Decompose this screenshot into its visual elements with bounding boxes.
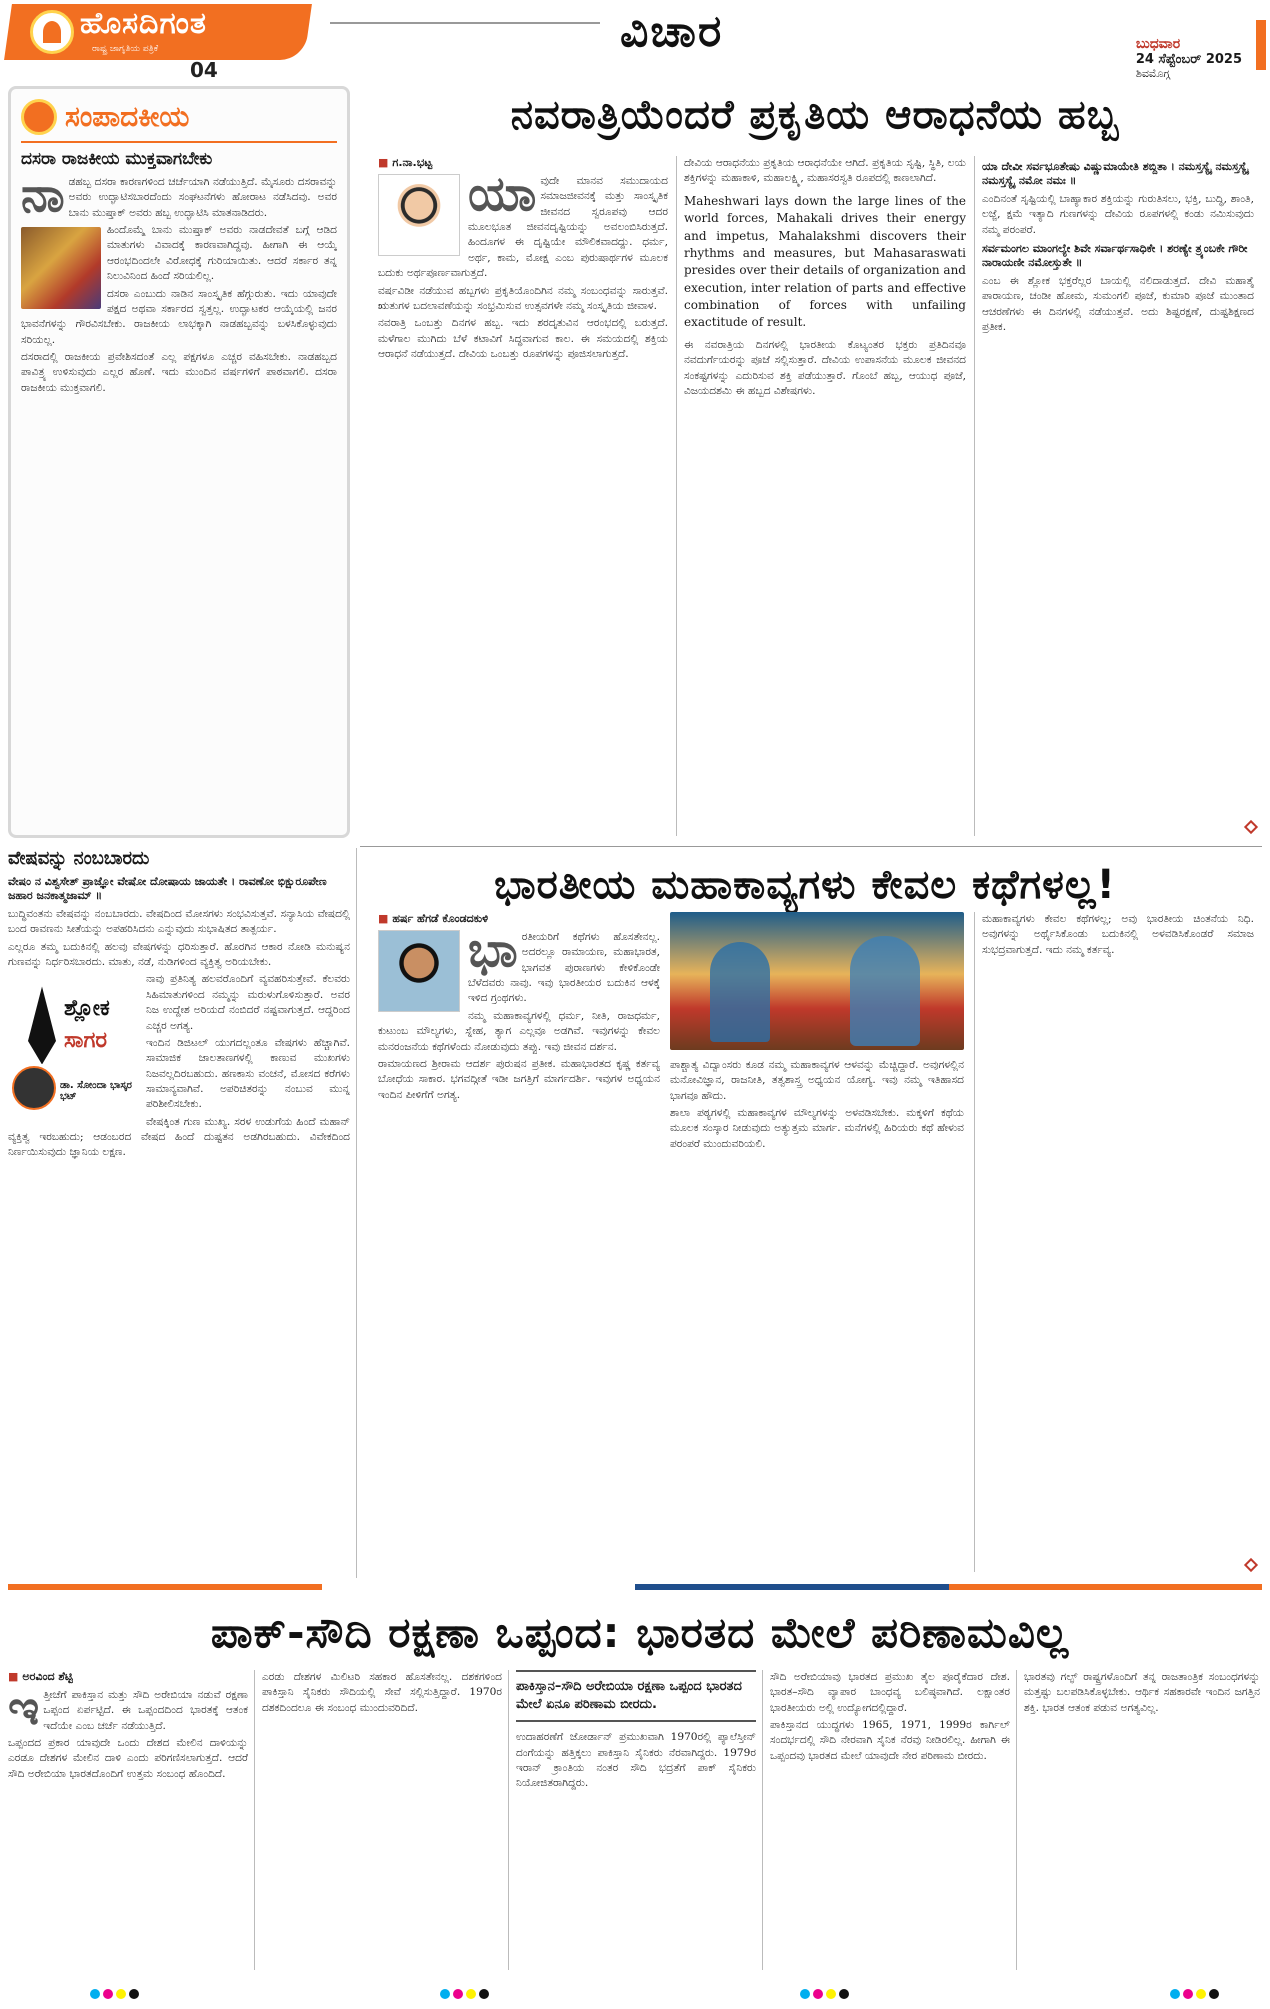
black-dot [129, 1989, 139, 1999]
columnist-name: ಡಾ. ಸೋಂದಾ ಭಾಸ್ಕರ ಭಟ್ [60, 1080, 132, 1103]
article1-quote: Maheshwari lays down the large lines of the world forces, Mahakali drives their energy and impetus, Mahalakshmi discovers their rhythms and measures, but Mahasaraswati presides over their details of organization and execution, inter relation of parts and effective combination of forces with unfailing exactitude of result. [684, 193, 966, 330]
article1-dropcap: ಯಾ [468, 166, 537, 222]
column-rule [676, 156, 677, 836]
article3-column-3 [516, 1670, 756, 1970]
cyan-dot [90, 1989, 100, 1999]
color-separator [8, 1584, 1262, 1590]
brand-name: ಹೊಸದಿಗಂತ [80, 6, 207, 41]
article-paragraph: ತ್ತೀಚೆಗೆ ಪಾಕಿಸ್ತಾನ ಮತ್ತು ಸೌದಿ ಅರೇಬಿಯಾ ನಡುವೆ ರಕ್ಷಣಾ ಒಪ್ಪಂದ ಏರ್ಪಟ್ಟಿದೆ. ಈ ಒಪ್ಪಂದದಿಂದ ಭಾರತಕ್ಕೆ ಆತಂಕ ಇದೆಯೇ ಎಂಬ ಚರ್ಚೆ ನಡೆಯುತ್ತಿದೆ. [43, 1689, 248, 1732]
page-number: 04 [190, 58, 218, 82]
article2-column-3 [982, 912, 1254, 1572]
editorial-paragraph: ದಸರಾದಲ್ಲಿ ರಾಜಕೀಯ ಪ್ರವೇಶಿಸದಂತೆ ಎಲ್ಲ ಪಕ್ಷಗಳೂ ಎಚ್ಚರ ವಹಿಸಬೇಕು. ನಾಡಹಬ್ಬದ ಪಾವಿತ್ರ್ಯ ಉಳಿಸುವುದು ಎಲ್ಲರ ಹೊಣೆ. ಇದು ಮುಂದಿನ ವರ್ಷಗಳಿಗೆ ಪಾಠವಾಗಲಿ. ದಸರಾ ರಾಜಕೀಯ ಮುಕ್ತವಾಗಲಿ. [21, 350, 337, 394]
article-paragraph: ಪಾಕಿಸ್ತಾನದ ಯುದ್ಧಗಳು 1965, 1971, 1999ರ ಕಾರ್ಗಿಲ್ ಸಂದರ್ಭದಲ್ಲಿ ಸೌದಿ ನೇರವಾಗಿ ಸೈನಿಕ ನೆರವು ನೀಡಿರಲಿಲ್ಲ. ಹೀಗಾಗಿ ಈ ಒಪ್ಪಂದವು ಭಾರತದ ಮೇಲೆ ಯಾವುದೇ ನೇರ ಪರಿಣಾಮ ಬೀರದು. [770, 1719, 1010, 1762]
section-title: ವಿಚಾರ [620, 6, 724, 57]
yellow-dot [826, 1989, 836, 1999]
article2-byline [378, 912, 660, 926]
shloka-sagara-column [8, 848, 350, 1578]
article-paragraph: ಎಂಬ ಈ ಶ್ಲೋಕ ಭಕ್ತರೆಲ್ಲರ ಬಾಯಲ್ಲಿ ನಲಿದಾಡುತ್ತದೆ. ದೇವಿ ಮಹಾತ್ಮೆ ಪಾರಾಯಣ, ಚಂಡೀ ಹೋಮ, ಸುಮಂಗಲಿ ಪೂಜೆ, ಕುಮಾರಿ ಪೂಜೆ ಮುಂತಾದ ಆಚರಣೆಗಳು ಈ ದಿನಗಳಲ್ಲಿ ನಡೆಯುತ್ತವೆ. ಅದು ಶಿಷ್ಟರಕ್ಷಣೆ, ದುಷ್ಟಶಿಕ್ಷಣದ ಪ್ರತೀಕ. [982, 275, 1254, 334]
column-rule [356, 848, 357, 1578]
separator-blue [635, 1584, 949, 1590]
column-paragraph: ವೇಷಕ್ಕಿಂತ ಗುಣ ಮುಖ್ಯ. ಸರಳ ಉಡುಗೆಯ ಹಿಂದೆ ಮಹಾನ್ ವ್ಯಕ್ತಿತ್ವ ಇರಬಹುದು; ಆಡಂಬರದ ವೇಷದ ಹಿಂದೆ ದುಷ್ಟತನ ಅಡಗಿರಬಹುದು. ವಿವೇಕದಿಂದ ನಿರ್ಣಯಿಸುವುದು ಜ್ಞಾನಿಯ ಲಕ್ಷಣ. [8, 1115, 350, 1159]
cyan-dot [440, 1989, 450, 1999]
editorial-dropcap: ನಾ [21, 167, 65, 223]
article-paragraph: ವರ್ಷವಿಡೀ ನಡೆಯುವ ಹಬ್ಬಗಳು ಪ್ರಕೃತಿಯೊಂದಿಗಿನ ನಮ್ಮ ಸಂಬಂಧವನ್ನು ಸಾರುತ್ತವೆ. ಋತುಗಳ ಬದಲಾವಣೆಯನ್ನು ಸಂಭ್ರಮಿಸುವ ಉತ್ಸವಗಳೇ ನಮ್ಮ ಸಂಸ್ಕೃತಿಯ ಜೀವಾಳ. [378, 284, 668, 312]
pen-nib-icon [28, 986, 56, 1064]
article-paragraph: ಮಹಾಕಾವ್ಯಗಳು ಕೇವಲ ಕಥೆಗಳಲ್ಲ; ಅವು ಭಾರತೀಯ ಚಿಂತನೆಯ ನಿಧಿ. ಅವುಗಳನ್ನು ಅರ್ಥೈಸಿಕೊಂಡು ಬದುಕಿನಲ್ಲಿ ಅಳವಡಿಸಿಕೊಂಡರೆ ಸಮಾಜ ಸುಭದ್ರವಾಗುತ್ತದೆ. ಇದು ನಮ್ಮ ಕರ್ತವ್ಯ. [982, 913, 1254, 956]
black-dot [839, 1989, 849, 1999]
columnist-photo [12, 1066, 56, 1110]
magenta-dot [1183, 1989, 1193, 1999]
shloka-sagara-logo [8, 976, 138, 1116]
article1-shloka: ಸರ್ವಮಂಗಲ ಮಾಂಗಲ್ಯೇ ಶಿವೇ ಸರ್ವಾರ್ಥಸಾಧಿಕೇ । ಶರಣ್ಯೇ ತ್ರ್ಯಂಬಕೇ ಗೌರೀ ನಾರಾಯಣೀ ನಮೋಸ್ತುತೇ ॥ [982, 242, 1248, 270]
editorial-box [8, 86, 350, 838]
separator-gap [322, 1584, 636, 1590]
article3-dropcap: ಇ [8, 1680, 40, 1736]
byline-marker-icon: ■ [378, 912, 389, 925]
article-paragraph: ಶಾಲಾ ಪಠ್ಯಗಳಲ್ಲಿ ಮಹಾಕಾವ್ಯಗಳ ಮೌಲ್ಯಗಳನ್ನು ಅಳವಡಿಸಬೇಕು. ಮಕ್ಕಳಿಗೆ ಕಥೆಯ ಮೂಲಕ ಸಂಸ್ಕಾರ ನೀಡುವುದು ಅತ್ಯುತ್ತಮ ಮಾರ್ಗ. ಮನೆಗಳಲ್ಲಿ ಹಿರಿಯರು ಕಥೆ ಹೇಳುವ ಪರಂಪರೆ ಮುಂದುವರಿಯಲಿ. [670, 1107, 964, 1150]
article1-column-2 [684, 156, 966, 836]
article3-column-1 [8, 1670, 248, 1970]
article-paragraph: ನವರಾತ್ರಿ ಒಂಬತ್ತು ದಿನಗಳ ಹಬ್ಬ. ಇದು ಶರದೃತುವಿನ ಆರಂಭದಲ್ಲಿ ಬರುತ್ತದೆ. ಮಳೆಗಾಲ ಮುಗಿದು ಬೆಳೆ ಕಟಾವಿಗೆ ಸಿದ್ಧವಾಗುವ ಕಾಲ. ಈ ಸಮಯದಲ್ಲಿ ಶಕ್ತಿಯ ಆರಾಧನೆ ನಡೆಯುತ್ತದೆ. ದೇವಿಯ ಒಂಬತ್ತು ರೂಪಗಳನ್ನು ಪೂಜಿಸಲಾಗುತ್ತದೆ. [378, 317, 668, 360]
editorial-paragraph: ದಸರಾ ಎಂಬುದು ನಾಡಿನ ಸಾಂಸ್ಕೃತಿಕ ಹೆಗ್ಗುರುತು. ಇದು ಯಾವುದೇ ಪಕ್ಷದ ಅಥವಾ ಸರ್ಕಾರದ ಸ್ವತ್ತಲ್ಲ. ಉದ್ಘಾಟಕರ ಆಯ್ಕೆಯಲ್ಲಿ ಜನರ ಭಾವನೆಗಳನ್ನು ಗೌರವಿಸಬೇಕು. ರಾಜಕೀಯ ಲಾಭಕ್ಕಾಗಿ ನಾಡಹಬ್ಬವನ್ನು ಬಳಸಿಕೊಳ್ಳುವುದು ಸರಿಯಲ್ಲ. [21, 287, 337, 346]
article3-column-2 [262, 1670, 502, 1970]
section-divider [360, 846, 1262, 847]
column-paragraph: ಬುದ್ಧಿವಂತನು ವೇಷವನ್ನು ನಂಬಬಾರದು. ವೇಷದಿಂದ ಮೋಸಗಳು ಸಂಭವಿಸುತ್ತವೆ. ಸನ್ಯಾಸಿಯ ವೇಷದಲ್ಲಿ ಬಂದ ರಾವಣನು ಸೀತೆಯನ್ನು ಅಪಹರಿಸಿದನು ಎನ್ನುವುದು ಸುಭಾಷಿತದ ತಾತ್ಪರ್ಯ. [8, 908, 350, 936]
article3-author: ಅರವಿಂದ ಶೆಟ್ಟಿ [22, 1670, 73, 1683]
dateline [1136, 36, 1242, 81]
shloka-text: ವೇಷಂ ನ ವಿಶ್ವಸೇತ್ ಪ್ರಾಜ್ಞೋ ವೇಷೋ ದೋಷಾಯ ಜಾಯತೇ । ರಾವಣೋ ಭಿಕ್ಷುರೂಪೇಣ ಜಹಾರ ಜನಕಾತ್ಮಜಾಮ್ ॥ [8, 875, 327, 902]
masthead-rule [330, 22, 600, 24]
article-paragraph: ಎಂದಿನಂತೆ ಸೃಷ್ಟಿಯಲ್ಲಿ ಬಾಹ್ಯಾಕಾರ ಶಕ್ತಿಯನ್ನು ಗುರುತಿಸಲು, ಭಕ್ತಿ, ಬುದ್ಧಿ, ಶಾಂತಿ, ಲಜ್ಜೆ, ಕ್ಷಮೆ ಇತ್ಯಾದಿ ಗುಣಗಳನ್ನು ದೇವಿಯ ರೂಪಗಳಲ್ಲಿ ಕಂಡು ನಮಿಸುವುದು ನಮ್ಮ ಪರಂಪರೆ. [982, 193, 1254, 236]
article1-column-1 [378, 156, 668, 836]
magenta-dot [103, 1989, 113, 1999]
magenta-dot [453, 1989, 463, 1999]
column-paragraph: ಎಲ್ಲರೂ ತಮ್ಮ ಬದುಕಿನಲ್ಲಿ ಹಲವು ವೇಷಗಳನ್ನು ಧರಿಸುತ್ತಾರೆ. ಹೊರಗಿನ ಆಕಾರ ನೋಡಿ ಮನುಷ್ಯನ ಗುಣವನ್ನು ನಿರ್ಧರಿಸಬಾರದು. ಮಾತು, ನಡೆ, ನುಡಿಗಳಿಂದ ವ್ಯಕ್ತಿತ್ವ ಅರಿಯಬೇಕು. [8, 940, 350, 969]
column-paragraph: ಇಂದಿನ ಡಿಜಿಟಲ್ ಯುಗದಲ್ಲಂತೂ ವೇಷಗಳು ಹೆಚ್ಚಾಗಿವೆ. ಸಾಮಾಜಿಕ ಜಾಲತಾಣಗಳಲ್ಲಿ ಕಾಣುವ ಮುಖಗಳು ನಿಜವಲ್ಲದಿರಬಹುದು. ಹಣಕಾಸು ವಂಚನೆ, ಮೋಸದ ಕರೆಗಳು ಸಾಮಾನ್ಯವಾಗಿವೆ. ಅಪರಿಚಿತರನ್ನು ನಂಬುವ ಮುನ್ನ ಪರಿಶೀಲಿಸಬೇಕು. [146, 1036, 350, 1111]
column-paragraph: ನಾವು ಪ್ರತಿನಿತ್ಯ ಹಲವರೊಂದಿಗೆ ವ್ಯವಹರಿಸುತ್ತೇವೆ. ಕೆಲವರು ಸಿಹಿಮಾತುಗಳಿಂದ ನಮ್ಮನ್ನು ಮರುಳುಗೊಳಿಸುತ್ತಾರೆ. ಅವರ ನಿಜ ಉದ್ದೇಶ ಅರಿಯದೆ ನಂಬಿದರೆ ನಷ್ಟವಾಗುತ್ತದೆ. ಆದ್ದರಿಂದ ಎಚ್ಚರ ಅಗತ್ಯ. [146, 973, 350, 1032]
shloka-column-title: ವೇಷವನ್ನು ನಂಬಬಾರದು [8, 848, 150, 869]
column-rule [1016, 1670, 1017, 1970]
byline-marker-icon: ■ [378, 156, 389, 169]
article3-headline: ಪಾಕ್-ಸೌದಿ ರಕ್ಷಣಾ ಒಪ್ಪಂದ: ಭಾರತದ ಮೇಲೆ ಪರಿಣಾಮವಿಲ್ಲ [210, 1608, 1070, 1657]
column-rule [974, 912, 975, 1572]
editorial-logo-icon [21, 99, 57, 135]
dasara-procession-photo [21, 227, 101, 309]
article1-author: ಗ.ನಾ.ಭಟ್ಟ [392, 156, 433, 169]
article-paragraph: ವುದೇ ಮಾನವ ಸಮುದಾಯದ ಸಮಾಜಜೀವನಕ್ಕೆ ಮತ್ತು ಸಾಂಸ್ಕೃತಿಕ ಜೀವನದ ಸ್ವರೂಪವು ಆದರ ಮೂಲಭೂತ ಜೀವನದೃಷ್ಟಿಯನ್ನು ಅವಲಂಬಿಸಿರುತ್ತದೆ. ಹಿಂದೂಗಳ ಈ ದೃಷ್ಟಿಯೇ ಮೌಲಿಕವಾದದ್ದು. ಧರ್ಮ, ಅರ್ಥ, ಕಾಮ, ಮೋಕ್ಷ ಎಂಬ ಪುರುಷಾರ್ಥಗಳ ಮೂಲಕ ಬದುಕು ಅರ್ಥಪೂರ್ಣವಾಗುತ್ತದೆ. [378, 175, 668, 280]
article2-author-photo [378, 930, 460, 1012]
separator-orange [949, 1584, 1263, 1590]
article3-column-5 [1024, 1670, 1260, 1970]
registration-marks [800, 1989, 849, 1999]
article1-column-3 [982, 156, 1254, 836]
article-paragraph: ಪಾಶ್ಚಾತ್ಯ ವಿದ್ವಾಂಸರು ಕೂಡ ನಮ್ಮ ಮಹಾಕಾವ್ಯಗಳ ಆಳವನ್ನು ಮೆಚ್ಚಿದ್ದಾರೆ. ಅವುಗಳಲ್ಲಿನ ಮನೋವಿಜ್ಞಾನ, ರಾಜನೀತಿ, ತತ್ವಶಾಸ್ತ್ರ ಅಧ್ಯಯನ ಯೋಗ್ಯ. ಇವು ನಮ್ಮ ಇತಿಹಾಸದ ಭಾಗವೂ ಹೌದು. [670, 1059, 964, 1102]
byline-marker-icon: ■ [8, 1670, 19, 1683]
yellow-dot [116, 1989, 126, 1999]
editorial-label: ಸಂಪಾದಕೀಯ [65, 100, 190, 133]
editorial-paragraph: ಡಹಬ್ಬ ದಸರಾ ಕಾರಣಗಳಿಂದ ಚರ್ಚೆಯಾಗಿ ನಡೆಯುತ್ತಿದೆ. ಮೈಸೂರು ದಸರಾವನ್ನು ಅವರು ಉದ್ಘಾಟಿಸಬಾರದೆಂದು ಸಂಘಟನೆಗಳು ಹೋರಾಟ ನಡೆಸಿದವು. ಅವರ ಬಾನು ಮುಷ್ತಾಕ್ ಅವರು ಹಬ್ಬ ಉದ್ಘಾಟಿಸಿ ಮಾತನಾಡಿದರು. [68, 176, 337, 219]
editorial-header [21, 99, 337, 143]
edition-city: ಶಿವಮೊಗ್ಗ [1135, 67, 1171, 80]
article2-headline: ಭಾರತೀಯ ಮಹಾಕಾವ್ಯಗಳು ಕೇವಲ ಕಥೆಗಳಲ್ಲ! [494, 862, 1116, 908]
column-rule [254, 1670, 255, 1970]
article1-headline: ನವರಾತ್ರಿಯೆಂದರೆ ಪ್ರಕೃತಿಯ ಆರಾಧನೆಯ ಹಬ್ಬ [510, 92, 1120, 138]
registration-marks [90, 1989, 139, 1999]
black-dot [479, 1989, 489, 1999]
rama-krishna-artwork [670, 912, 964, 1050]
column-rule [508, 1670, 509, 1970]
article1-shloka: ಯಾ ದೇವೀ ಸರ್ವಭೂತೇಷು ವಿಷ್ಣುಮಾಯೇತಿ ಶಬ್ದಿತಾ । ನಮಸ್ತಸ್ಯೈ ನಮಸ್ತಸ್ಯೈ ನಮಸ್ತಸ್ಯೈ ನಮೋ ನಮಃ ॥ [982, 160, 1249, 187]
cyan-dot [800, 1989, 810, 1999]
column-rule [762, 1670, 763, 1970]
yellow-dot [466, 1989, 476, 1999]
article1-author-photo [378, 174, 460, 256]
masthead [0, 0, 1270, 82]
brand-logo-icon [30, 10, 74, 54]
article-paragraph: ಎರಡು ದೇಶಗಳ ಮಿಲಿಟರಿ ಸಹಕಾರ ಹೊಸತೇನಲ್ಲ. ದಶಕಗಳಿಂದ ಪಾಕಿಸ್ತಾನಿ ಸೈನಿಕರು ಸೌದಿಯಲ್ಲಿ ಸೇವೆ ಸಲ್ಲಿಸುತ್ತಿದ್ದಾರೆ. 1970ರ ದಶಕದಿಂದಲೂ ಈ ಸಂಬಂಧ ಮುಂದುವರಿದಿದೆ. [262, 1671, 502, 1714]
article-paragraph: ಈ ನವರಾತ್ರಿಯ ದಿನಗಳಲ್ಲಿ ಭಾರತೀಯ ಕೊಟ್ಯಂತರ ಭಕ್ತರು ಪ್ರತಿದಿನವೂ ನವದುರ್ಗೆಯರನ್ನು ಪೂಜೆ ಸಲ್ಲಿಸುತ್ತಾರೆ. ದೇವಿಯ ಉಪಾಸನೆಯ ಮೂಲಕ ಜೀವನದ ಸಂಕಷ್ಟಗಳನ್ನು ಎದುರಿಸುವ ಶಕ್ತಿ ಪಡೆಯುತ್ತಾರೆ. ಗೊಂಬೆ ಹಬ್ಬ, ಆಯುಧ ಪೂಜೆ, ವಿಜಯದಶಮಿ ಈ ಹಬ್ಬದ ವಿಶೇಷಗಳು. [684, 338, 966, 397]
article-paragraph: ರಾಮಾಯಣದ ಶ್ರೀರಾಮ ಆದರ್ಶ ಪುರುಷನ ಪ್ರತೀಕ. ಮಹಾಭಾರತದ ಕೃಷ್ಣ ಕರ್ತವ್ಯ ಬೋಧೆಯ ಸಾಕಾರ. ಭಗವದ್ಗೀತೆ ಇಡೀ ಜಗತ್ತಿಗೆ ಮಾರ್ಗದರ್ಶಿ. ಇವುಗಳ ಅಧ್ಯಯನ ಇಂದಿನ ಪೀಳಿಗೆಗೆ ಅಗತ್ಯ. [378, 1057, 660, 1101]
article-paragraph: ಸೌದಿ ಅರೇಬಿಯಾವು ಭಾರತದ ಪ್ರಮುಖ ತೈಲ ಪೂರೈಕೆದಾರ ದೇಶ. ಭಾರತ–ಸೌದಿ ವ್ಯಾಪಾರ ಬಾಂಧವ್ಯ ಬಲಿಷ್ಠವಾಗಿದೆ. ಲಕ್ಷಾಂತರ ಭಾರತೀಯರು ಅಲ್ಲಿ ಉದ್ಯೋಗದಲ್ಲಿದ್ದಾರೆ. [770, 1671, 1010, 1714]
yellow-dot [1196, 1989, 1206, 1999]
date-day: ಬುಧವಾರ [1135, 36, 1181, 52]
article-paragraph: ಒಪ್ಪಂದದ ಪ್ರಕಾರ ಯಾವುದೇ ಒಂದು ದೇಶದ ಮೇಲಿನ ದಾಳಿಯನ್ನು ಎರಡೂ ದೇಶಗಳ ಮೇಲಿನ ದಾಳಿ ಎಂದು ಪರಿಗಣಿಸಲಾಗುತ್ತದೆ. ಆದರೆ ಸೌದಿ ಅರೇಬಿಯಾ ಭಾರತದೊಂದಿಗೆ ಉತ್ತಮ ಸಂಬಂಧ ಹೊಂದಿದೆ. [8, 1737, 248, 1780]
column-name-part2: ಸಾಗರ [64, 1028, 107, 1054]
editorial-paragraph: ಹಿಂದೊಮ್ಮೆ ಬಾನು ಮುಷ್ತಾಕ್ ಅವರು ನಾಡದೇವತೆ ಬಗ್ಗೆ ಆಡಿದ ಮಾತುಗಳು ವಿವಾದಕ್ಕೆ ಕಾರಣವಾಗಿದ್ದವು. ಹೀಗಾಗಿ ಈ ಆಯ್ಕೆ ಆರಂಭದಿಂದಲೇ ವಿರೋಧಕ್ಕೆ ಗುರಿಯಾಯಿತು. ಆದರೆ ಸರ್ಕಾರ ತನ್ನ ನಿಲುವಿನಿಂದ ಹಿಂದೆ ಸರಿಯಲಿಲ್ಲ. [107, 224, 337, 283]
separator-orange [8, 1584, 322, 1590]
article-paragraph: ಉದಾಹರಣೆಗೆ ಜೋರ್ಡಾನ್ ಪ್ರಮುಖವಾಗಿ 1970ರಲ್ಲಿ ಪ್ಯಾಲೆಸ್ತೀನ್ ದಂಗೆಯನ್ನು ಹತ್ತಿಕ್ಕಲು ಪಾಕಿಸ್ತಾನಿ ಸೈನಿಕರು ನೆರವಾಗಿದ್ದರು. 1979ರ ಇರಾನ್ ಕ್ರಾಂತಿಯ ನಂತರ ಸೌದಿ ಭದ್ರತೆಗೆ ಪಾಕ್ ಸೈನಿಕರು ನಿಯೋಜಿತರಾಗಿದ್ದರು. [516, 1731, 756, 1790]
editorial-title: ದಸರಾ ರಾಜಕೀಯ ಮುಕ್ತವಾಗಬೇಕು [21, 149, 213, 169]
article3-pullquote: ಪಾಕಿಸ್ತಾನ–ಸೌದಿ ಅರೇಬಿಯಾ ರಕ್ಷಣಾ ಒಪ್ಪಂದ ಭಾರತದ ಮೇಲೆ ಏನೂ ಪರಿಣಾಮ ಬೀರದು. [516, 1670, 756, 1722]
brand-tagline: ರಾಷ್ಟ್ರ ಜಾಗೃತಿಯ ಪತ್ರಿಕೆ [92, 44, 159, 54]
registration-marks [1170, 1989, 1219, 1999]
edge-accent-bar [1256, 20, 1266, 70]
article3-byline [8, 1670, 248, 1684]
article2-author: ಹರ್ಷ ಹೆಗಡೆ ಕೊಂಡದಕುಳಿ [392, 912, 489, 925]
date-full: 24 ಸೆಪ್ಟೆಂಬರ್ 2025 [1135, 52, 1242, 67]
article2-dropcap: ಭಾ [468, 922, 518, 978]
article2-column-1 [378, 912, 660, 1572]
article3-column-4 [770, 1670, 1010, 1970]
cyan-dot [1170, 1989, 1180, 1999]
column-name-part1: ಶ್ಲೋಕ [64, 996, 110, 1022]
article-paragraph: ದೇವಿಯ ಆರಾಧನೆಯು ಪ್ರಕೃತಿಯ ಆರಾಧನೆಯೇ ಆಗಿದೆ. ಪ್ರಕೃತಿಯ ಸೃಷ್ಟಿ, ಸ್ಥಿತಿ, ಲಯ ಶಕ್ತಿಗಳನ್ನು ಮಹಾಕಾಳಿ, ಮಹಾಲಕ್ಷ್ಮಿ, ಮಹಾಸರಸ್ವತಿ ರೂಪದಲ್ಲಿ ಕಾಣಲಾಗಿದೆ. [684, 157, 966, 185]
article-paragraph: ಭಾರತವು ಗಲ್ಫ್ ರಾಷ್ಟ್ರಗಳೊಂದಿಗೆ ತನ್ನ ರಾಜತಾಂತ್ರಿಕ ಸಂಬಂಧಗಳನ್ನು ಮತ್ತಷ್ಟು ಬಲಪಡಿಸಿಕೊಳ್ಳಬೇಕು. ಆರ್ಥಿಕ ಸಹಕಾರವೇ ಇಂದಿನ ಜಗತ್ತಿನ ಶಕ್ತಿ. ಭಾರತ ಆತಂಕ ಪಡುವ ಅಗತ್ಯವಿಲ್ಲ. [1024, 1671, 1260, 1714]
registration-marks [440, 1989, 489, 1999]
article-paragraph: ರತೀಯರಿಗೆ ಕಥೆಗಳು ಹೊಸತೇನಲ್ಲ. ಅದರಲ್ಲೂ ರಾಮಾಯಣ, ಮಹಾಭಾರತ, ಭಾಗವತ ಪುರಾಣಗಳು ಕೇಳಿಕೊಂಡೇ ಬೆಳೆದವರು ನಾವು. ಇವು ಭಾರತೀಯರ ಬದುಕಿನ ಆಳಕ್ಕೆ ಇಳಿದ ಗ್ರಂಥಗಳು. [468, 931, 660, 1005]
black-dot [1209, 1989, 1219, 1999]
article2-column-2 [670, 1058, 964, 1572]
magenta-dot [813, 1989, 823, 1999]
column-rule [974, 156, 975, 836]
article-paragraph: ನಮ್ಮ ಮಹಾಕಾವ್ಯಗಳಲ್ಲಿ ಧರ್ಮ, ನೀತಿ, ರಾಜಧರ್ಮ, ಕುಟುಂಬ ಮೌಲ್ಯಗಳು, ಸ್ನೇಹ, ತ್ಯಾಗ ಎಲ್ಲವೂ ಅಡಗಿವೆ. ಇವುಗಳನ್ನು ಕೇವಲ ಮನರಂಜನೆಯ ಕಥೆಗಳೆಂದು ನೋಡುವುದು ತಪ್ಪು. ಇವು ಜೀವನ ದರ್ಶನ. [378, 1009, 660, 1053]
